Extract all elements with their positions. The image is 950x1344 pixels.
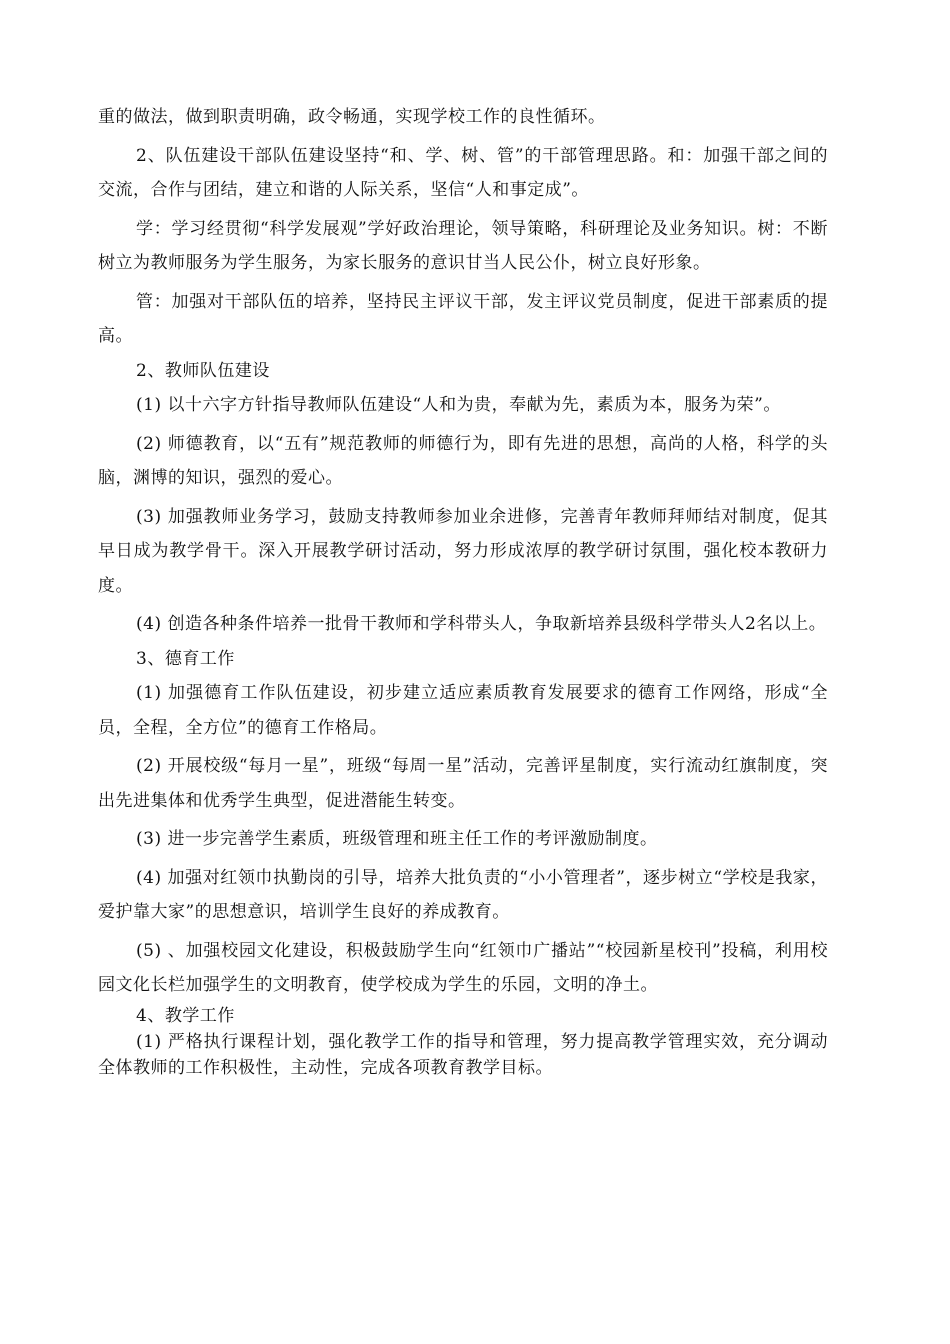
paragraph-cadre-team: 2、队伍建设干部队伍建设坚持“和、学、树、管”的干部管理思路。和：加强干部之间的交流，合作与团结，建立和谐的人际关系，坚信“人和事定成”。 xyxy=(98,145,828,200)
paragraph-teacher-4: (4) 创造各种条件培养一批骨干教师和学科带头人，争取新培养县级科学带头人2名以上。 xyxy=(136,614,827,634)
paragraph-teacher-3: (3) 加强教师业务学习，鼓励支持教师参加业余进修，完善青年教师拜师结对制度，促其早日成为教学骨干。深入开展教学研讨活动，努力形成浓厚的教学研讨氛围，强化校本教研力度。 xyxy=(98,506,828,596)
paragraph-moral-3: (3) 进一步完善学生素质，班级管理和班主任工作的考评激励制度。 xyxy=(136,829,658,849)
section-heading-moral-education: 3、德育工作 xyxy=(136,648,235,669)
paragraph-teacher-2: (2) 师德教育，以“五有”规范教师的师德行为，即有先进的思想，高尚的人格，科学的头脑，渊博的知识，强烈的爱心。 xyxy=(98,433,828,488)
paragraph-moral-1: (1) 加强德育工作队伍建设，初步建立适应素质教育发展要求的德育工作网络，形成“全员，全程，全方位”的德育工作格局。 xyxy=(98,683,828,738)
paragraph-continuation: 重的做法，做到职责明确，政令畅通，实现学校工作的良性循环。 xyxy=(98,107,606,127)
document-page xyxy=(98,100,828,1081)
section-heading-teaching: 4、教学工作 xyxy=(136,1005,235,1026)
paragraph-teacher-1: (1) 以十六字方针指导教师队伍建设“人和为贵，奉献为先，素质为本，服务为荣”。 xyxy=(136,395,781,415)
paragraph-moral-4: (4) 加强对红领巾执勤岗的引导，培养大批负责的“小小管理者”，逐步树立“学校是我家，爱护靠大家”的思想意识，培训学生良好的养成教育。 xyxy=(98,867,828,922)
section-heading-teacher-team: 2、教师队伍建设 xyxy=(136,360,270,381)
paragraph-manage: 管：加强对干部队伍的培养，坚持民主评议干部，发主评议党员制度，促进干部素质的提高。 xyxy=(98,291,828,346)
paragraph-moral-5: (5) 、加强校园文化建设，积极鼓励学生向“红领巾广播站”“校园新星校刊”投稿，利用校园文化长栏加强学生的文明教育，使学校成为学生的乐园，文明的净土。 xyxy=(98,940,828,995)
paragraph-study-establish: 学：学习经贯彻“科学发展观”学好政治理论，领导策略，科研理论及业务知识。树：不断树立为教师服务为学生服务，为家长服务的意识甘当人民公仆，树立良好形象。 xyxy=(98,218,828,273)
paragraph-moral-2: (2) 开展校级“每月一星”，班级“每周一星”活动，完善评星制度，实行流动红旗制度，突出先进集体和优秀学生典型，促进潜能生转变。 xyxy=(98,756,828,811)
paragraph-teaching-1: (1) 严格执行课程计划，强化教学工作的指导和管理，努力提高教学管理实效，充分调动全体教师的工作积极性，主动性，完成各项教育教学目标。 xyxy=(98,1031,828,1078)
